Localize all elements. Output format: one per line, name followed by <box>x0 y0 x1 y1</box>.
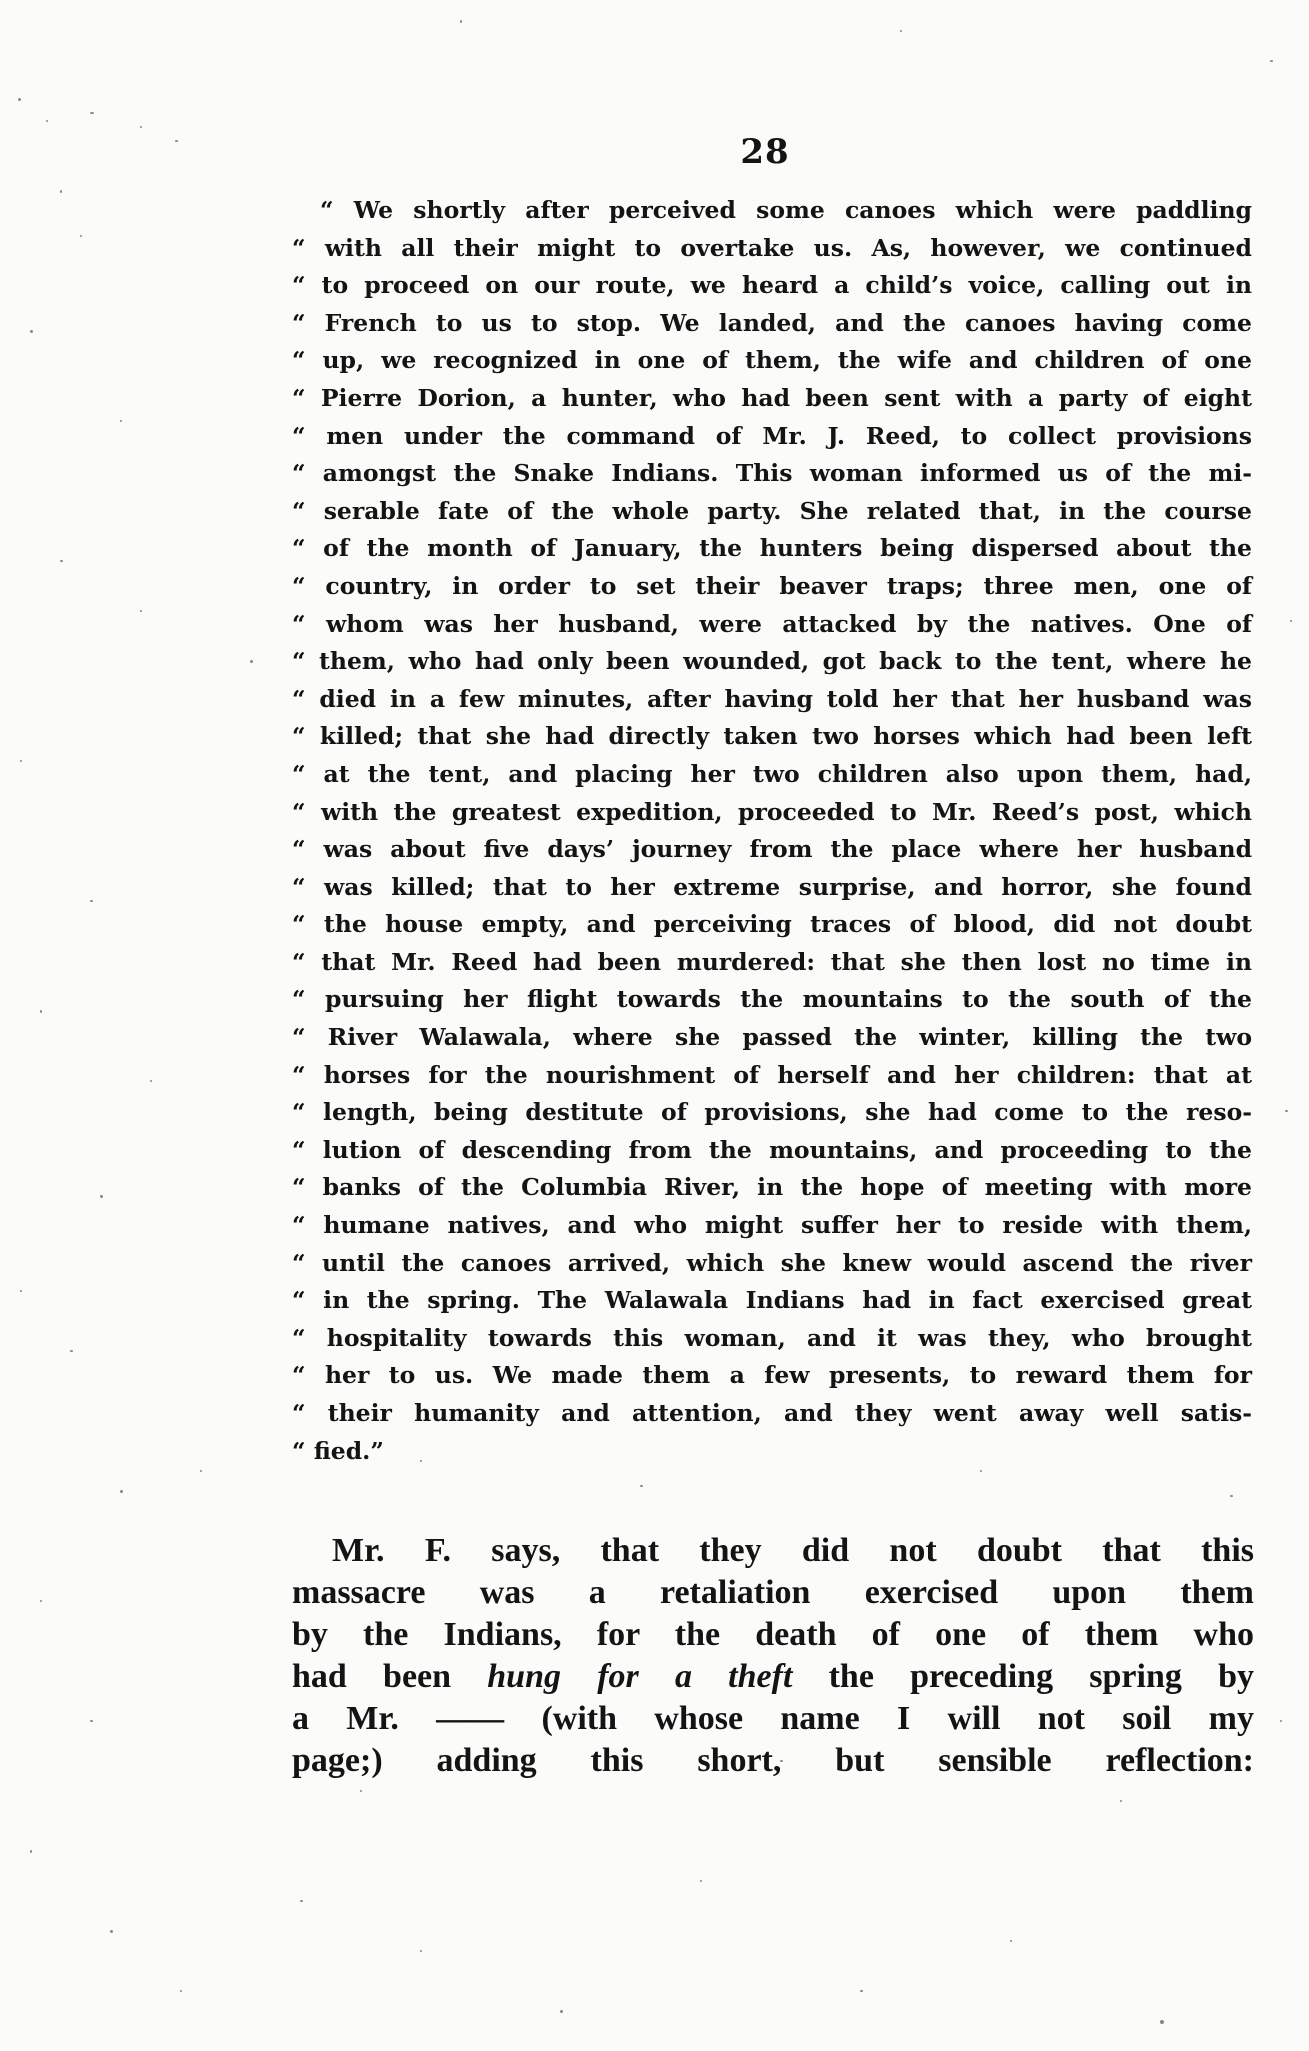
quote-line: “ men under the command of Mr. J. Reed, to collect provisions <box>292 421 1252 450</box>
quote-line: “ lution of descending from the mountains, and proceeding to the <box>292 1135 1252 1164</box>
quote-line: “ French to us to stop. We landed, and the canoes having come <box>292 308 1252 337</box>
quote-line: “ to proceed on our route, we heard a child’s voice, calling out in <box>292 271 1252 300</box>
quote-line: “ serable fate of the whole party. She related that, in the course <box>292 496 1252 525</box>
commentary-line: massacre was a retaliation exercised upon them <box>292 1574 1254 1611</box>
quote-line: “ of the month of January, the hunters being dispersed about the <box>292 534 1252 563</box>
quote-line: “ them, who had only been wounded, got back to the tent, where he <box>292 647 1252 676</box>
quote-line: “ killed; that she had directly taken two horses which had been left <box>292 722 1252 751</box>
quote-line: “ fied.” <box>292 1436 384 1465</box>
quote-line: “ was about five days’ journey from the place where her husband <box>292 835 1252 864</box>
quote-line: “ horses for the nourishment of herself and her children: that at <box>292 1060 1252 1089</box>
commentary-text: had been <box>292 1658 488 1695</box>
page-number: 28 <box>740 132 790 172</box>
quote-line: “ that Mr. Reed had been murdered: that she then lost no time in <box>292 947 1252 976</box>
quote-line: “ with the greatest expedition, proceeded to Mr. Reed’s post, which <box>292 797 1252 826</box>
commentary-paragraph <box>292 1530 1254 1782</box>
commentary-line: page;) adding this short, but sensible reflection: <box>292 1742 1254 1779</box>
quote-line: “ in the spring. The Walawala Indians had in fact exercised great <box>292 1286 1252 1315</box>
quote-line: “ at the tent, and placing her two children also upon them, had, <box>292 759 1252 788</box>
quote-line: “ We shortly after perceived some canoes which were paddling <box>320 196 1252 224</box>
commentary-line: by the Indians, for the death of one of them who <box>292 1616 1254 1653</box>
italic-phrase: hung for a theft <box>487 1658 793 1695</box>
quote-line: “ died in a few minutes, after having told her that her husband was <box>292 684 1252 713</box>
commentary-text: the preceding spring by <box>792 1658 1254 1695</box>
quote-line: “ Pierre Dorion, a hunter, who had been sent with a party of eight <box>292 383 1252 412</box>
quoted-passage <box>292 192 1252 1470</box>
quote-line: “ up, we recognized in one of them, the wife and children of one <box>292 346 1252 375</box>
quote-line: “ until the canoes arrived, which she knew would ascend the river <box>292 1248 1252 1277</box>
commentary-line: a Mr. —— (with whose name I will not soil my <box>292 1700 1254 1737</box>
commentary-line <box>292 1656 1254 1698</box>
quote-line: “ with all their might to overtake us. As, however, we continued <box>292 233 1252 262</box>
quote-line: “ banks of the Columbia River, in the hope of meeting with more <box>292 1173 1252 1202</box>
quote-line: “ was killed; that to her extreme surprise, and horror, she found <box>292 872 1252 901</box>
commentary-line: Mr. F. says, that they did not doubt that this <box>332 1532 1254 1569</box>
quote-line: “ their humanity and attention, and they went away well satis- <box>292 1399 1252 1427</box>
quote-line: “ River Walawala, where she passed the winter, killing the two <box>292 1023 1252 1052</box>
quote-line: “ amongst the Snake Indians. This woman informed us of the mi- <box>292 459 1252 488</box>
quote-line: “ pursuing her flight towards the mountains to the south of the <box>292 985 1252 1014</box>
quote-line: “ length, being destitute of provisions, she had come to the reso- <box>292 1098 1252 1127</box>
quote-line: “ the house empty, and perceiving traces of blood, did not doubt <box>292 910 1252 939</box>
quote-line: “ humane natives, and who might suffer her to reside with them, <box>292 1211 1252 1240</box>
quote-line: “ hospitality towards this woman, and it was they, who brought <box>292 1323 1252 1352</box>
quote-line: “ her to us. We made them a few presents, to reward them for <box>292 1361 1252 1390</box>
quote-line: “ country, in order to set their beaver traps; three men, one of <box>292 571 1252 600</box>
quote-line: “ whom was her husband, were attacked by the natives. One of <box>292 609 1252 638</box>
